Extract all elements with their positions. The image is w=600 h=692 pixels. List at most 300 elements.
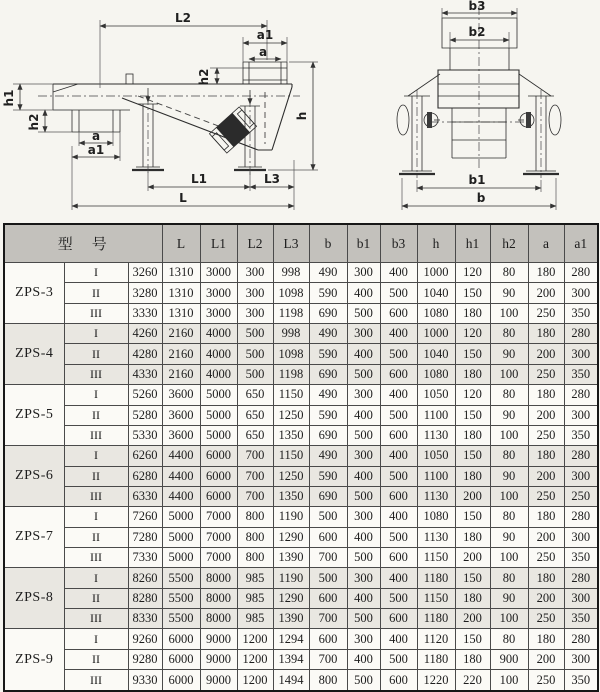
- value-cell: 1200: [237, 670, 273, 691]
- variant-cell: I: [64, 507, 128, 527]
- col-header-L2: L2: [237, 224, 273, 263]
- value-cell: 250: [528, 670, 564, 691]
- dim-h: [268, 62, 318, 170]
- value-cell: 5330: [128, 425, 162, 445]
- value-cell: 300: [347, 507, 380, 527]
- model-cell: ZPS-4: [4, 324, 64, 385]
- value-cell: 4330: [128, 364, 162, 384]
- value-cell: 1190: [273, 568, 309, 588]
- value-cell: 300: [564, 649, 598, 669]
- value-cell: 300: [564, 405, 598, 425]
- dim-label-L1: L1: [191, 172, 207, 186]
- value-cell: 998: [273, 324, 309, 344]
- value-cell: 150: [455, 507, 490, 527]
- value-cell: 590: [309, 466, 347, 486]
- dim-label-a1-top: a1: [256, 28, 274, 42]
- value-cell: 1250: [273, 405, 309, 425]
- value-cell: 500: [309, 507, 347, 527]
- value-cell: 600: [309, 629, 347, 649]
- value-cell: 250: [528, 486, 564, 506]
- dim-label-b: b: [476, 191, 486, 205]
- value-cell: 1040: [417, 283, 455, 303]
- value-cell: 180: [455, 588, 490, 608]
- value-cell: 90: [490, 405, 528, 425]
- dim-L3: [250, 160, 294, 191]
- value-cell: 6000: [162, 649, 200, 669]
- value-cell: 700: [237, 486, 273, 506]
- value-cell: 7000: [200, 548, 237, 568]
- value-cell: 7280: [128, 527, 162, 547]
- value-cell: 1198: [273, 364, 309, 384]
- value-cell: 180: [528, 507, 564, 527]
- col-header-a: a: [528, 224, 564, 263]
- value-cell: 650: [237, 405, 273, 425]
- value-cell: 1150: [417, 548, 455, 568]
- value-cell: 3280: [128, 283, 162, 303]
- value-cell: 500: [347, 609, 380, 629]
- value-cell: 500: [347, 425, 380, 445]
- value-cell: 6000: [162, 629, 200, 649]
- value-cell: 220: [455, 670, 490, 691]
- value-cell: 400: [380, 324, 417, 344]
- value-cell: 400: [347, 283, 380, 303]
- value-cell: 5500: [162, 568, 200, 588]
- dim-label-L: L: [179, 191, 187, 205]
- value-cell: 200: [528, 283, 564, 303]
- value-cell: 5000: [200, 405, 237, 425]
- technical-drawings: [0, 0, 600, 223]
- value-cell: 800: [309, 670, 347, 691]
- value-cell: 200: [528, 344, 564, 364]
- value-cell: 1050: [417, 385, 455, 405]
- value-cell: 200: [455, 486, 490, 506]
- value-cell: 180: [455, 364, 490, 384]
- value-cell: 998: [273, 263, 309, 283]
- value-cell: 9330: [128, 670, 162, 691]
- value-cell: 180: [528, 446, 564, 466]
- value-cell: 500: [380, 588, 417, 608]
- value-cell: 400: [380, 263, 417, 283]
- table-row: [4, 486, 598, 506]
- dim-b3: [442, 0, 517, 18]
- variant-cell: III: [64, 425, 128, 445]
- value-cell: 250: [528, 609, 564, 629]
- value-cell: 1150: [273, 385, 309, 405]
- value-cell: 3330: [128, 303, 162, 323]
- value-cell: 7000: [200, 507, 237, 527]
- value-cell: 150: [455, 629, 490, 649]
- value-cell: 400: [347, 405, 380, 425]
- col-header-L3: L3: [273, 224, 309, 263]
- value-cell: 7330: [128, 548, 162, 568]
- value-cell: 180: [528, 263, 564, 283]
- dim-L2: [100, 11, 267, 88]
- value-cell: 6000: [200, 486, 237, 506]
- value-cell: 1080: [417, 303, 455, 323]
- value-cell: 300: [347, 263, 380, 283]
- value-cell: 600: [380, 548, 417, 568]
- value-cell: 180: [528, 629, 564, 649]
- value-cell: 1098: [273, 344, 309, 364]
- value-cell: 90: [490, 344, 528, 364]
- value-cell: 500: [237, 344, 273, 364]
- variant-cell: II: [64, 588, 128, 608]
- value-cell: 490: [309, 263, 347, 283]
- value-cell: 500: [309, 568, 347, 588]
- table-row: [4, 324, 598, 344]
- value-cell: 5280: [128, 405, 162, 425]
- value-cell: 150: [455, 344, 490, 364]
- value-cell: 4000: [200, 364, 237, 384]
- variant-cell: II: [64, 466, 128, 486]
- variant-cell: II: [64, 283, 128, 303]
- table-row: [4, 568, 598, 588]
- col-header-b3: b3: [380, 224, 417, 263]
- inlet-chute: [243, 62, 287, 84]
- variant-cell: II: [64, 344, 128, 364]
- col-header-L1: L1: [200, 224, 237, 263]
- value-cell: 1130: [417, 486, 455, 506]
- value-cell: 500: [347, 670, 380, 691]
- value-cell: 200: [528, 527, 564, 547]
- value-cell: 1180: [417, 649, 455, 669]
- value-cell: 590: [309, 405, 347, 425]
- variant-cell: III: [64, 303, 128, 323]
- value-cell: 6330: [128, 486, 162, 506]
- table-row: [4, 548, 598, 568]
- value-cell: 6280: [128, 466, 162, 486]
- value-cell: 9260: [128, 629, 162, 649]
- value-cell: 90: [490, 527, 528, 547]
- value-cell: 1310: [162, 283, 200, 303]
- value-cell: 150: [455, 405, 490, 425]
- dimension-table-area: [3, 223, 597, 692]
- value-cell: 280: [564, 568, 598, 588]
- variant-cell: III: [64, 670, 128, 691]
- value-cell: 1350: [273, 486, 309, 506]
- variant-cell: II: [64, 405, 128, 425]
- dim-L1: [148, 172, 250, 191]
- value-cell: 180: [455, 425, 490, 445]
- value-cell: 80: [490, 324, 528, 344]
- table-row: [4, 385, 598, 405]
- value-cell: 400: [380, 629, 417, 649]
- value-cell: 120: [455, 263, 490, 283]
- value-cell: 1180: [417, 568, 455, 588]
- value-cell: 90: [490, 283, 528, 303]
- value-cell: 500: [237, 364, 273, 384]
- value-cell: 4000: [200, 344, 237, 364]
- value-cell: 4000: [200, 324, 237, 344]
- value-cell: 1200: [237, 629, 273, 649]
- value-cell: 650: [237, 425, 273, 445]
- value-cell: 3600: [162, 425, 200, 445]
- value-cell: 300: [347, 568, 380, 588]
- model-cell: ZPS-3: [4, 263, 64, 324]
- value-cell: 5500: [162, 588, 200, 608]
- value-cell: 1390: [273, 548, 309, 568]
- value-cell: 1000: [417, 263, 455, 283]
- value-cell: 100: [490, 548, 528, 568]
- table-row: [4, 263, 598, 283]
- value-cell: 200: [528, 405, 564, 425]
- table-row: [4, 609, 598, 629]
- model-cell: ZPS-7: [4, 507, 64, 568]
- value-cell: 4260: [128, 324, 162, 344]
- variant-cell: I: [64, 324, 128, 344]
- variant-cell: I: [64, 385, 128, 405]
- variant-cell: II: [64, 649, 128, 669]
- value-cell: 500: [380, 649, 417, 669]
- value-cell: 1150: [417, 588, 455, 608]
- value-cell: 500: [347, 364, 380, 384]
- value-cell: 500: [347, 303, 380, 323]
- value-cell: 985: [237, 609, 273, 629]
- value-cell: 500: [347, 486, 380, 506]
- table-row: [4, 507, 598, 527]
- value-cell: 4280: [128, 344, 162, 364]
- value-cell: 1080: [417, 364, 455, 384]
- value-cell: 5000: [200, 425, 237, 445]
- value-cell: 80: [490, 629, 528, 649]
- table-row: [4, 629, 598, 649]
- value-cell: 1100: [417, 405, 455, 425]
- value-cell: 250: [528, 303, 564, 323]
- value-cell: 250: [528, 425, 564, 445]
- value-cell: 300: [237, 283, 273, 303]
- value-cell: 5000: [162, 507, 200, 527]
- value-cell: 1310: [162, 263, 200, 283]
- value-cell: 4400: [162, 466, 200, 486]
- variant-cell: III: [64, 609, 128, 629]
- value-cell: 700: [237, 446, 273, 466]
- table-row: [4, 405, 598, 425]
- value-cell: 1180: [417, 609, 455, 629]
- col-header-h: h: [417, 224, 455, 263]
- value-cell: 300: [237, 263, 273, 283]
- model-cell: ZPS-5: [4, 385, 64, 446]
- value-cell: 700: [309, 548, 347, 568]
- value-cell: 100: [490, 303, 528, 323]
- value-cell: 100: [490, 670, 528, 691]
- value-cell: 7000: [200, 527, 237, 547]
- value-cell: 650: [237, 385, 273, 405]
- value-cell: 1150: [273, 446, 309, 466]
- value-cell: 3260: [128, 263, 162, 283]
- value-cell: 80: [490, 568, 528, 588]
- value-cell: 600: [380, 425, 417, 445]
- value-cell: 5000: [200, 385, 237, 405]
- value-cell: 80: [490, 507, 528, 527]
- table-row: [4, 527, 598, 547]
- value-cell: 280: [564, 263, 598, 283]
- value-cell: 1350: [273, 425, 309, 445]
- value-cell: 1494: [273, 670, 309, 691]
- value-cell: 500: [380, 283, 417, 303]
- value-cell: 300: [347, 385, 380, 405]
- value-cell: 400: [380, 568, 417, 588]
- value-cell: 80: [490, 446, 528, 466]
- variant-cell: III: [64, 548, 128, 568]
- variant-cell: III: [64, 364, 128, 384]
- value-cell: 1390: [273, 609, 309, 629]
- value-cell: 6260: [128, 446, 162, 466]
- value-cell: 1080: [417, 507, 455, 527]
- value-cell: 3000: [200, 283, 237, 303]
- variant-cell: II: [64, 527, 128, 547]
- side-view-drawing: [2, 11, 318, 210]
- dim-label-L3: L3: [264, 172, 280, 186]
- value-cell: 180: [455, 466, 490, 486]
- value-cell: 2160: [162, 344, 200, 364]
- table-row: [4, 303, 598, 323]
- value-cell: 250: [528, 548, 564, 568]
- dim-label-h2-top: h2: [197, 68, 211, 86]
- variant-cell: I: [64, 263, 128, 283]
- value-cell: 8260: [128, 568, 162, 588]
- dim-label-h1-left: h1: [2, 89, 16, 107]
- value-cell: 700: [309, 649, 347, 669]
- dim-label-b1: b1: [468, 173, 486, 187]
- variant-cell: III: [64, 486, 128, 506]
- dim-h2-left: [27, 110, 72, 132]
- value-cell: 300: [564, 283, 598, 303]
- value-cell: 300: [347, 629, 380, 649]
- value-cell: 700: [309, 609, 347, 629]
- value-cell: 690: [309, 303, 347, 323]
- value-cell: 400: [347, 527, 380, 547]
- value-cell: 400: [347, 344, 380, 364]
- value-cell: 300: [347, 324, 380, 344]
- value-cell: 3600: [162, 385, 200, 405]
- value-cell: 3000: [200, 263, 237, 283]
- dim-h2-top: [197, 68, 243, 85]
- value-cell: 350: [564, 303, 598, 323]
- value-cell: 1200: [237, 649, 273, 669]
- value-cell: 150: [455, 446, 490, 466]
- value-cell: 100: [490, 364, 528, 384]
- dim-label-a1-left: a1: [87, 143, 105, 157]
- dimension-table: [3, 223, 599, 692]
- value-cell: 8000: [200, 588, 237, 608]
- value-cell: 250: [564, 486, 598, 506]
- table-row: [4, 283, 598, 303]
- value-cell: 4400: [162, 486, 200, 506]
- dim-label-L2: L2: [175, 11, 191, 25]
- variant-cell: I: [64, 568, 128, 588]
- value-cell: 490: [309, 446, 347, 466]
- value-cell: 350: [564, 670, 598, 691]
- value-cell: 5260: [128, 385, 162, 405]
- side-view-body: [38, 74, 300, 150]
- value-cell: 7260: [128, 507, 162, 527]
- value-cell: 90: [490, 466, 528, 486]
- value-cell: 100: [490, 486, 528, 506]
- value-cell: 180: [455, 527, 490, 547]
- value-cell: 300: [237, 303, 273, 323]
- value-cell: 400: [380, 507, 417, 527]
- table-row: [4, 588, 598, 608]
- col-header-b1: b1: [347, 224, 380, 263]
- table-row: [4, 446, 598, 466]
- value-cell: 4400: [162, 446, 200, 466]
- value-cell: 1098: [273, 283, 309, 303]
- value-cell: 600: [380, 670, 417, 691]
- dim-label-h2-left: h2: [27, 113, 41, 131]
- value-cell: 9000: [200, 670, 237, 691]
- value-cell: 600: [380, 486, 417, 506]
- value-cell: 5000: [162, 548, 200, 568]
- end-view-drawing: [397, 0, 561, 210]
- table-row: [4, 466, 598, 486]
- value-cell: 1250: [273, 466, 309, 486]
- value-cell: 180: [528, 385, 564, 405]
- value-cell: 590: [309, 344, 347, 364]
- variant-cell: I: [64, 446, 128, 466]
- dim-b1: [417, 173, 541, 192]
- value-cell: 180: [528, 568, 564, 588]
- table-row: [4, 364, 598, 384]
- model-header: 型 号: [4, 224, 162, 263]
- table-row: [4, 344, 598, 364]
- value-cell: 1190: [273, 507, 309, 527]
- value-cell: 400: [380, 385, 417, 405]
- value-cell: 500: [380, 466, 417, 486]
- value-cell: 120: [455, 385, 490, 405]
- value-cell: 600: [380, 364, 417, 384]
- value-cell: 80: [490, 385, 528, 405]
- value-cell: 150: [455, 283, 490, 303]
- header-row: [4, 224, 598, 263]
- value-cell: 200: [455, 609, 490, 629]
- value-cell: 8000: [200, 568, 237, 588]
- value-cell: 8330: [128, 609, 162, 629]
- dim-h1-left: [2, 84, 72, 110]
- col-header-h1: h1: [455, 224, 490, 263]
- value-cell: 8280: [128, 588, 162, 608]
- value-cell: 690: [309, 425, 347, 445]
- value-cell: 1130: [417, 425, 455, 445]
- value-cell: 9000: [200, 649, 237, 669]
- col-header-h2: h2: [490, 224, 528, 263]
- value-cell: 985: [237, 588, 273, 608]
- value-cell: 500: [380, 527, 417, 547]
- dim-label-a-top: a: [258, 45, 268, 59]
- value-cell: 3000: [200, 303, 237, 323]
- value-cell: 1050: [417, 446, 455, 466]
- value-cell: 490: [309, 385, 347, 405]
- variant-cell: I: [64, 629, 128, 649]
- value-cell: 280: [564, 324, 598, 344]
- value-cell: 490: [309, 324, 347, 344]
- col-header-a1: a1: [564, 224, 598, 263]
- value-cell: 700: [237, 466, 273, 486]
- value-cell: 300: [564, 466, 598, 486]
- value-cell: 800: [237, 527, 273, 547]
- value-cell: 9000: [200, 629, 237, 649]
- value-cell: 300: [564, 588, 598, 608]
- vibrator-motor: [209, 107, 256, 153]
- value-cell: 690: [309, 486, 347, 506]
- value-cell: 1310: [162, 303, 200, 323]
- value-cell: 1130: [417, 527, 455, 547]
- value-cell: 2160: [162, 324, 200, 344]
- value-cell: 690: [309, 364, 347, 384]
- dim-a-top: [249, 45, 281, 59]
- dim-label-h: h: [295, 111, 309, 121]
- value-cell: 1290: [273, 527, 309, 547]
- value-cell: 350: [564, 364, 598, 384]
